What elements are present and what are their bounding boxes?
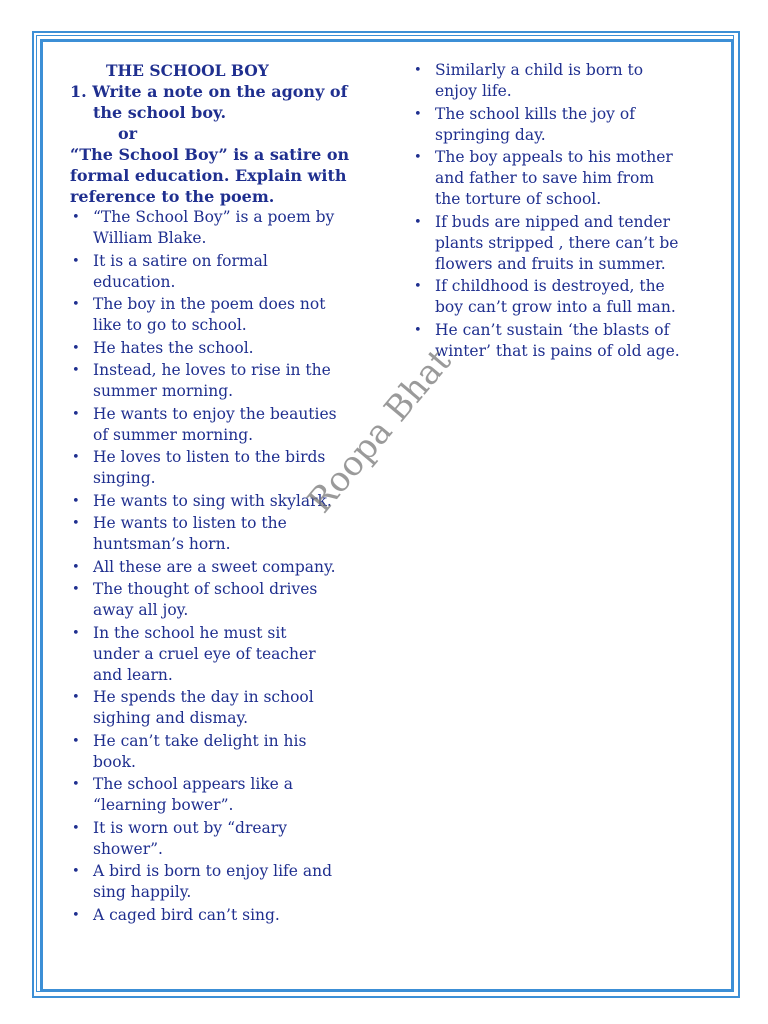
document-title: THE SCHOOL BOY <box>106 61 269 80</box>
bullet-text: He loves to listen to the birds singing. <box>93 448 326 487</box>
bullet-text: It is a satire on formal education. <box>93 251 268 291</box>
bullet-item <box>70 294 375 336</box>
bullet-icon: • <box>72 820 80 836</box>
left-bullet-list <box>70 207 375 926</box>
bullet-text: All these are a sweet company. <box>93 557 336 576</box>
bullet-text: If buds are nipped and tender plants stripped , there can’t be flowers and fruits in summer. <box>435 212 679 273</box>
bullet-icon: • <box>414 63 422 78</box>
bullet-text: He spends the day in school sighing and dismay. <box>93 688 314 727</box>
bullet-text: Instead, he loves to rise in the summer morning. <box>93 361 331 400</box>
bullet-icon: • <box>72 582 80 597</box>
bullet-text: It is worn out by “dreary shower”. <box>93 818 287 858</box>
bullet-icon: • <box>72 450 80 465</box>
question-2-line-1: “The School Boy” is a satire on <box>70 145 350 164</box>
right-bullet-list <box>412 60 717 362</box>
bullet-text: The school appears like a “learning bower”. <box>93 775 294 814</box>
or-separator: or <box>118 124 138 143</box>
bullet-text: He wants to listen to the huntsman’s horn. <box>93 514 287 553</box>
bullet-icon: • <box>72 559 80 575</box>
watermark-text: Roopa Bhat <box>300 341 460 521</box>
question-2-line-3: reference to the poem. <box>70 187 275 206</box>
bullet-item <box>70 251 375 293</box>
bullet-item <box>412 60 717 102</box>
bullet-icon: • <box>72 253 80 269</box>
bullet-text: If childhood is destroyed, the boy can’t grow into a full man. <box>435 277 676 316</box>
bullet-item <box>70 404 375 446</box>
bullet-icon: • <box>414 214 422 230</box>
bullet-item <box>70 360 375 402</box>
bullet-item <box>70 687 375 729</box>
bullet-text: He can’t take delight in his book. <box>93 731 307 771</box>
bullet-item <box>412 276 717 318</box>
bullet-text: In the school he must sit under a cruel eye of teacher and learn. <box>93 623 316 684</box>
bullet-icon: • <box>72 406 80 422</box>
bullet-text: A caged bird can’t sing. <box>93 905 280 924</box>
bullet-text: The boy in the poem does not like to go to school. <box>93 295 326 334</box>
question-2-line-2: formal education. Explain with <box>70 166 347 185</box>
bullet-icon: • <box>414 106 422 122</box>
bullet-item <box>70 818 375 860</box>
bullet-icon: • <box>414 279 422 294</box>
bullet-item <box>70 579 375 621</box>
bullet-item <box>70 905 375 926</box>
bullet-icon: • <box>72 690 80 705</box>
bullet-text: “The School Boy” is a poem by William Blake. <box>93 208 335 247</box>
bullet-item <box>412 147 717 210</box>
bullet-item <box>412 320 717 362</box>
bullet-icon: • <box>72 340 80 356</box>
bullet-item <box>412 212 717 275</box>
bullet-icon: • <box>72 516 80 531</box>
bullet-icon: • <box>72 907 80 923</box>
bullet-item <box>70 338 375 359</box>
bullet-icon: • <box>414 322 422 338</box>
bullet-text: The thought of school drives away all joy. <box>93 580 318 619</box>
bullet-text: He wants to sing with skylark. <box>93 491 332 510</box>
bullet-item <box>70 557 375 578</box>
question-1-line-1: 1. Write a note on the agony of <box>70 82 348 101</box>
bullet-text: He hates the school. <box>93 338 254 357</box>
bullet-icon: • <box>72 493 80 509</box>
bullet-item <box>412 104 717 146</box>
bullet-icon: • <box>72 297 80 312</box>
bullet-icon: • <box>72 777 80 792</box>
bullet-text: Similarly a child is born to enjoy life. <box>435 61 644 100</box>
bullet-text: A bird is born to enjoy life and sing happily. <box>93 862 333 901</box>
bullet-item <box>70 861 375 903</box>
bullet-icon: • <box>72 733 80 749</box>
bullet-item <box>70 207 375 249</box>
bullet-item <box>70 774 375 816</box>
question-1-line-2: the school boy. <box>93 103 227 122</box>
bullet-icon: • <box>72 363 80 378</box>
bullet-icon: • <box>72 210 80 225</box>
bullet-text: He wants to enjoy the beauties of summer morning. <box>93 404 337 444</box>
bullet-text: He can’t sustain ‘the blasts of winter’ that is pains of old age. <box>435 320 680 360</box>
bullet-icon: • <box>72 625 80 641</box>
bullet-text: The school kills the joy of springing day. <box>435 104 635 144</box>
bullet-text: The boy appeals to his mother and father to save him from the torture of school. <box>435 148 673 208</box>
bullet-item <box>70 623 375 686</box>
bullet-icon: • <box>414 150 422 165</box>
right-column <box>412 60 717 363</box>
bullet-icon: • <box>72 864 80 879</box>
bullet-item <box>70 731 375 773</box>
